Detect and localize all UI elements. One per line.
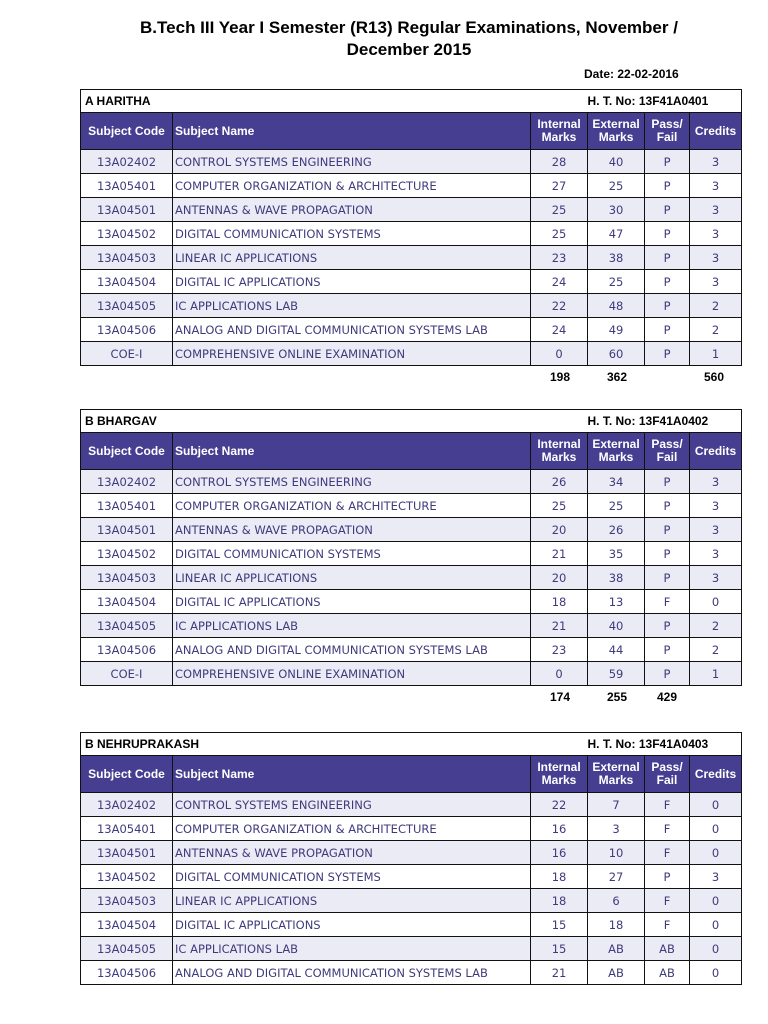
internal-marks-cell: 0 — [531, 342, 588, 366]
credits-cell: 0 — [690, 793, 742, 817]
external-marks-cell: 27 — [588, 865, 645, 889]
subject-name-cell: DIGITAL IC APPLICATIONS — [173, 270, 531, 294]
subject-code-cell: COE-I — [81, 662, 173, 686]
report-title — [0, 17, 768, 61]
subject-name-cell: ANTENNAS & WAVE PROPAGATION — [173, 198, 531, 222]
subject-code-cell: 13A04504 — [81, 270, 173, 294]
subject-code-cell: 13A04506 — [81, 318, 173, 342]
table-row — [81, 174, 742, 198]
internal-marks-cell: 25 — [531, 198, 588, 222]
credits-cell: 0 — [690, 913, 742, 937]
credits-cell: 3 — [690, 150, 742, 174]
total-pass-fail: 429 — [656, 690, 678, 704]
credits-cell: 3 — [690, 566, 742, 590]
external-marks-cell: 30 — [588, 198, 645, 222]
col-internal-marks — [531, 433, 588, 470]
table-row — [81, 270, 742, 294]
subject-name-cell: COMPUTER ORGANIZATION & ARCHITECTURE — [173, 174, 531, 198]
total-external: 255 — [606, 690, 628, 704]
internal-marks-cell: 21 — [531, 614, 588, 638]
external-marks-cell: 18 — [588, 913, 645, 937]
external-marks-cell: 44 — [588, 638, 645, 662]
subject-name-cell: DIGITAL COMMUNICATION SYSTEMS — [173, 542, 531, 566]
table-row — [81, 817, 742, 841]
internal-marks-cell: 24 — [531, 270, 588, 294]
subject-name-cell: CONTROL SYSTEMS ENGINEERING — [173, 470, 531, 494]
credits-cell: 0 — [690, 937, 742, 961]
internal-marks-cell: 16 — [531, 841, 588, 865]
table-row — [81, 662, 742, 686]
credits-cell: 3 — [690, 865, 742, 889]
subject-name-cell: COMPUTER ORGANIZATION & ARCHITECTURE — [173, 494, 531, 518]
col-credits: Credits — [690, 756, 742, 793]
table-row — [81, 638, 742, 662]
pass-fail-cell: P — [645, 614, 690, 638]
subject-code-cell: 13A04503 — [81, 566, 173, 590]
subject-name-cell: COMPREHENSIVE ONLINE EXAMINATION — [173, 662, 531, 686]
col-internal-marks — [531, 113, 588, 150]
subject-name-cell: LINEAR IC APPLICATIONS — [173, 889, 531, 913]
credits-cell: 0 — [690, 590, 742, 614]
internal-marks-cell: 15 — [531, 913, 588, 937]
credits-cell: 3 — [690, 198, 742, 222]
subject-code-cell: COE-I — [81, 342, 173, 366]
internal-marks-cell: 20 — [531, 566, 588, 590]
credits-cell: 2 — [690, 638, 742, 662]
table-row — [81, 246, 742, 270]
subject-name-cell: IC APPLICATIONS LAB — [173, 614, 531, 638]
pass-fail-cell: P — [645, 662, 690, 686]
pass-fail-cell: AB — [645, 937, 690, 961]
pass-fail-cell: F — [645, 841, 690, 865]
column-header-row — [81, 433, 742, 470]
external-marks-cell: AB — [588, 937, 645, 961]
col-internal-line1: Internal — [537, 437, 581, 451]
subject-name-cell: LINEAR IC APPLICATIONS — [173, 246, 531, 270]
student-name: A HARITHA — [81, 90, 588, 113]
subject-code-cell: 13A04505 — [81, 937, 173, 961]
table-row — [81, 542, 742, 566]
subject-name-cell: ANALOG AND DIGITAL COMMUNICATION SYSTEMS LAB — [173, 961, 531, 985]
subject-name-cell: COMPREHENSIVE ONLINE EXAMINATION — [173, 342, 531, 366]
student-header-row — [81, 410, 742, 433]
col-subject-code: Subject Code — [81, 433, 173, 470]
hall-ticket-number: H. T. No: 13F41A0401 — [588, 90, 742, 113]
pass-fail-cell: P — [645, 638, 690, 662]
total-internal: 174 — [549, 690, 571, 704]
pass-fail-cell: P — [645, 198, 690, 222]
subject-code-cell: 13A04506 — [81, 961, 173, 985]
internal-marks-cell: 22 — [531, 793, 588, 817]
internal-marks-cell: 18 — [531, 889, 588, 913]
credits-cell: 3 — [690, 270, 742, 294]
external-marks-cell: 34 — [588, 470, 645, 494]
report-title-line2: December 2015 — [346, 40, 472, 59]
table-row — [81, 937, 742, 961]
col-subject-name: Subject Name — [173, 113, 531, 150]
subject-code-cell: 13A04505 — [81, 294, 173, 318]
student-header-row — [81, 90, 742, 113]
internal-marks-cell: 22 — [531, 294, 588, 318]
credits-cell: 0 — [690, 817, 742, 841]
totals-row — [80, 366, 741, 388]
marks-table — [80, 732, 742, 985]
table-row — [81, 150, 742, 174]
credits-cell: 3 — [690, 246, 742, 270]
col-external-marks — [588, 433, 645, 470]
external-marks-cell: 13 — [588, 590, 645, 614]
internal-marks-cell: 24 — [531, 318, 588, 342]
external-marks-cell: 6 — [588, 889, 645, 913]
external-marks-cell: 38 — [588, 566, 645, 590]
table-row — [81, 294, 742, 318]
total-credits: 560 — [703, 370, 725, 384]
credits-cell: 3 — [690, 174, 742, 198]
pass-fail-cell: F — [645, 889, 690, 913]
column-header-row — [81, 756, 742, 793]
internal-marks-cell: 18 — [531, 865, 588, 889]
internal-marks-cell: 21 — [531, 542, 588, 566]
credits-cell: 3 — [690, 222, 742, 246]
table-row — [81, 318, 742, 342]
external-marks-cell: 47 — [588, 222, 645, 246]
pass-fail-cell: P — [645, 566, 690, 590]
subject-code-cell: 13A04505 — [81, 614, 173, 638]
subject-name-cell: DIGITAL COMMUNICATION SYSTEMS — [173, 865, 531, 889]
external-marks-cell: 25 — [588, 494, 645, 518]
subject-name-cell: IC APPLICATIONS LAB — [173, 937, 531, 961]
internal-marks-cell: 20 — [531, 518, 588, 542]
credits-cell: 0 — [690, 841, 742, 865]
subject-code-cell: 13A04502 — [81, 542, 173, 566]
subject-code-cell: 13A05401 — [81, 494, 173, 518]
external-marks-cell: 60 — [588, 342, 645, 366]
external-marks-cell: 26 — [588, 518, 645, 542]
internal-marks-cell: 16 — [531, 817, 588, 841]
col-subject-code: Subject Code — [81, 113, 173, 150]
external-marks-cell: 10 — [588, 841, 645, 865]
pass-fail-cell: P — [645, 294, 690, 318]
subject-name-cell: DIGITAL COMMUNICATION SYSTEMS — [173, 222, 531, 246]
internal-marks-cell: 28 — [531, 150, 588, 174]
credits-cell: 3 — [690, 470, 742, 494]
col-pass-line1: Pass/ — [651, 437, 683, 451]
pass-fail-cell: P — [645, 246, 690, 270]
subject-code-cell: 13A04503 — [81, 889, 173, 913]
internal-marks-cell: 15 — [531, 937, 588, 961]
table-row — [81, 590, 742, 614]
col-pass-line2: Fail — [656, 130, 678, 144]
col-credits: Credits — [690, 433, 742, 470]
student-block — [80, 89, 741, 388]
subject-code-cell: 13A04506 — [81, 638, 173, 662]
external-marks-cell: 59 — [588, 662, 645, 686]
student-header-row — [81, 733, 742, 756]
subject-name-cell: ANTENNAS & WAVE PROPAGATION — [173, 841, 531, 865]
col-pass-line2: Fail — [656, 773, 678, 787]
col-subject-code: Subject Code — [81, 756, 173, 793]
subject-name-cell: CONTROL SYSTEMS ENGINEERING — [173, 793, 531, 817]
pass-fail-cell: P — [645, 518, 690, 542]
col-internal-marks — [531, 756, 588, 793]
col-external-line1: External — [592, 760, 640, 774]
credits-cell: 3 — [690, 542, 742, 566]
table-row — [81, 865, 742, 889]
subject-name-cell: COMPUTER ORGANIZATION & ARCHITECTURE — [173, 817, 531, 841]
internal-marks-cell: 23 — [531, 638, 588, 662]
subject-code-cell: 13A05401 — [81, 174, 173, 198]
external-marks-cell: 40 — [588, 614, 645, 638]
credits-cell: 1 — [690, 662, 742, 686]
external-marks-cell: 49 — [588, 318, 645, 342]
total-internal: 198 — [549, 370, 571, 384]
col-pass-fail — [645, 433, 690, 470]
pass-fail-cell: P — [645, 342, 690, 366]
subject-code-cell: 13A02402 — [81, 470, 173, 494]
col-external-line2: Marks — [598, 450, 634, 464]
credits-cell: 2 — [690, 614, 742, 638]
pass-fail-cell: F — [645, 913, 690, 937]
col-external-line1: External — [592, 437, 640, 451]
pass-fail-cell: P — [645, 318, 690, 342]
internal-marks-cell: 18 — [531, 590, 588, 614]
col-external-marks — [588, 756, 645, 793]
col-pass-line1: Pass/ — [651, 117, 683, 131]
internal-marks-cell: 26 — [531, 470, 588, 494]
student-name: B NEHRUPRAKASH — [81, 733, 588, 756]
pass-fail-cell: AB — [645, 961, 690, 985]
pass-fail-cell: P — [645, 222, 690, 246]
totals-row — [80, 686, 741, 708]
pass-fail-cell: P — [645, 470, 690, 494]
external-marks-cell: 3 — [588, 817, 645, 841]
subject-code-cell: 13A04501 — [81, 198, 173, 222]
external-marks-cell: 25 — [588, 270, 645, 294]
col-subject-name: Subject Name — [173, 756, 531, 793]
col-internal-line2: Marks — [541, 450, 577, 464]
subject-name-cell: DIGITAL IC APPLICATIONS — [173, 590, 531, 614]
pass-fail-cell: F — [645, 817, 690, 841]
col-pass-line2: Fail — [656, 450, 678, 464]
table-row — [81, 793, 742, 817]
subject-name-cell: ANALOG AND DIGITAL COMMUNICATION SYSTEMS LAB — [173, 638, 531, 662]
internal-marks-cell: 27 — [531, 174, 588, 198]
col-external-marks — [588, 113, 645, 150]
col-internal-line1: Internal — [537, 117, 581, 131]
subject-name-cell: IC APPLICATIONS LAB — [173, 294, 531, 318]
pass-fail-cell: P — [645, 865, 690, 889]
external-marks-cell: 7 — [588, 793, 645, 817]
internal-marks-cell: 25 — [531, 222, 588, 246]
table-row — [81, 198, 742, 222]
column-header-row — [81, 113, 742, 150]
subject-code-cell: 13A02402 — [81, 793, 173, 817]
subject-name-cell: LINEAR IC APPLICATIONS — [173, 566, 531, 590]
external-marks-cell: 48 — [588, 294, 645, 318]
col-credits: Credits — [690, 113, 742, 150]
subject-name-cell: DIGITAL IC APPLICATIONS — [173, 913, 531, 937]
table-row — [81, 566, 742, 590]
credits-cell: 3 — [690, 494, 742, 518]
subject-code-cell: 13A04502 — [81, 865, 173, 889]
col-internal-line1: Internal — [537, 760, 581, 774]
subject-name-cell: CONTROL SYSTEMS ENGINEERING — [173, 150, 531, 174]
marks-table — [80, 89, 742, 366]
subject-code-cell: 13A04501 — [81, 841, 173, 865]
col-pass-fail — [645, 113, 690, 150]
hall-ticket-number: H. T. No: 13F41A0402 — [588, 410, 742, 433]
student-block — [80, 409, 741, 708]
subject-code-cell: 13A02402 — [81, 150, 173, 174]
table-row — [81, 222, 742, 246]
pass-fail-cell: F — [645, 590, 690, 614]
report-date: Date: 22-02-2016 — [584, 67, 679, 81]
col-external-line2: Marks — [598, 773, 634, 787]
table-row — [81, 889, 742, 913]
table-row — [81, 614, 742, 638]
credits-cell: 2 — [690, 318, 742, 342]
internal-marks-cell: 0 — [531, 662, 588, 686]
external-marks-cell: 25 — [588, 174, 645, 198]
subject-code-cell: 13A04501 — [81, 518, 173, 542]
pass-fail-cell: P — [645, 150, 690, 174]
pass-fail-cell: P — [645, 270, 690, 294]
external-marks-cell: 38 — [588, 246, 645, 270]
pass-fail-cell: F — [645, 793, 690, 817]
table-row — [81, 841, 742, 865]
hall-ticket-number: H. T. No: 13F41A0403 — [588, 733, 742, 756]
subject-code-cell: 13A05401 — [81, 817, 173, 841]
subject-name-cell: ANTENNAS & WAVE PROPAGATION — [173, 518, 531, 542]
marks-table — [80, 409, 742, 686]
student-name: B BHARGAV — [81, 410, 588, 433]
table-row — [81, 913, 742, 937]
table-row — [81, 342, 742, 366]
credits-cell: 0 — [690, 961, 742, 985]
col-external-line1: External — [592, 117, 640, 131]
external-marks-cell: AB — [588, 961, 645, 985]
report-title-line1: B.Tech III Year I Semester (R13) Regular Examinations, November / — [140, 18, 678, 37]
subject-code-cell: 13A04502 — [81, 222, 173, 246]
col-pass-fail — [645, 756, 690, 793]
subject-code-cell: 13A04503 — [81, 246, 173, 270]
credits-cell: 2 — [690, 294, 742, 318]
student-block — [80, 732, 741, 985]
pass-fail-cell: P — [645, 494, 690, 518]
table-row — [81, 470, 742, 494]
credits-cell: 0 — [690, 889, 742, 913]
table-row — [81, 494, 742, 518]
external-marks-cell: 35 — [588, 542, 645, 566]
table-row — [81, 961, 742, 985]
subject-code-cell: 13A04504 — [81, 913, 173, 937]
internal-marks-cell: 21 — [531, 961, 588, 985]
internal-marks-cell: 25 — [531, 494, 588, 518]
credits-cell: 1 — [690, 342, 742, 366]
table-row — [81, 518, 742, 542]
col-pass-line1: Pass/ — [651, 760, 683, 774]
pass-fail-cell: P — [645, 542, 690, 566]
subject-code-cell: 13A04504 — [81, 590, 173, 614]
total-external: 362 — [606, 370, 628, 384]
external-marks-cell: 40 — [588, 150, 645, 174]
subject-name-cell: ANALOG AND DIGITAL COMMUNICATION SYSTEMS LAB — [173, 318, 531, 342]
internal-marks-cell: 23 — [531, 246, 588, 270]
col-subject-name: Subject Name — [173, 433, 531, 470]
col-internal-line2: Marks — [541, 773, 577, 787]
col-external-line2: Marks — [598, 130, 634, 144]
pass-fail-cell: P — [645, 174, 690, 198]
credits-cell: 3 — [690, 518, 742, 542]
col-internal-line2: Marks — [541, 130, 577, 144]
